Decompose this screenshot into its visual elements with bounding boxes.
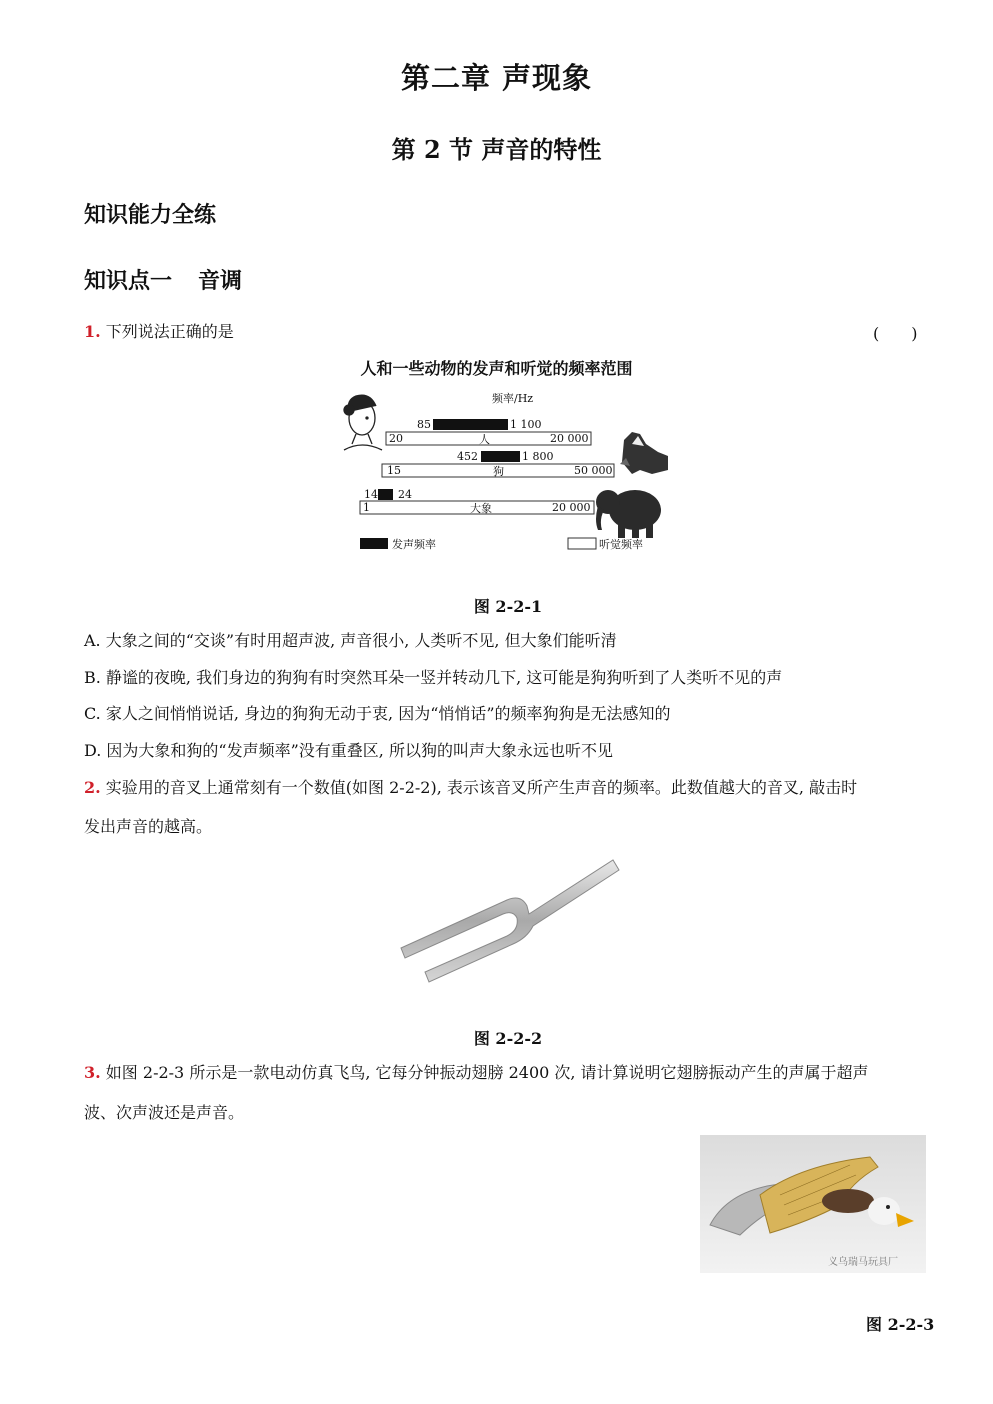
row-label: 狗 (493, 465, 504, 478)
tick-label: 85 (417, 418, 431, 431)
chart-title: 人和一些动物的发声和听觉的频率范围 (360, 359, 633, 378)
question-number: 2. (84, 778, 101, 797)
option-b: B. 静谧的夜晚, 我们身边的狗狗有时突然耳朵一竖并转动几下, 这可能是狗狗听到了人类听不见的声 (84, 668, 783, 687)
part-heading: 知识能力全练 (84, 202, 217, 228)
chart-row-dog (382, 450, 614, 478)
legend-hear-label: 听觉频率 (599, 538, 643, 551)
frequency-range-chart (340, 382, 670, 557)
tick-label: 1 800 (522, 450, 554, 463)
photo-watermark: 义乌瑞马玩具厂 (828, 1257, 898, 1268)
tick-label: 1 100 (510, 418, 542, 431)
tick-label: 24 (398, 488, 412, 501)
knowledge-point-heading (84, 264, 242, 295)
legend-voice-label: 发声频率 (392, 538, 436, 551)
tick-label: 20 000 (550, 432, 589, 445)
tick-label: 50 000 (574, 464, 613, 477)
tick-label: 20 (389, 432, 403, 445)
chart-legend (360, 537, 643, 551)
bird-toy-photo (700, 1135, 926, 1273)
figure-caption: 图 2-2-3 (866, 1315, 935, 1334)
knowledge-point-label: 知识点一 (84, 268, 173, 294)
question-text: 实验用的音叉上通常刻有一个数值(如图 2-2-2), 表示该音叉所产生声音的频率。此数值越大的音叉, 敲击时 (105, 778, 858, 797)
row-label: 大象 (470, 502, 492, 515)
question-2-line-2: 发出声音的越高。 (84, 817, 213, 836)
option-c: C. 家人之间悄悄说话, 身边的狗狗无动于衷, 因为“悄悄话”的频率狗狗是无法感知的 (84, 704, 671, 723)
elephant-illustration (596, 490, 661, 538)
option-a: A. 大象之间的“交谈”有时用超声波, 声音很小, 人类听不见, 但大象们能听清 (84, 631, 617, 650)
legend-voice-swatch (360, 538, 388, 549)
voice-bar (433, 419, 508, 430)
figure-caption: 图 2-2-2 (473, 1029, 543, 1048)
answer-parentheses: ( ) (873, 324, 918, 343)
knowledge-point-topic: 音调 (198, 268, 243, 294)
figure-caption: 图 2-2-1 (473, 597, 543, 616)
voice-bar (481, 451, 520, 462)
question-3-line-1 (84, 1062, 869, 1084)
chart-row-human (386, 418, 591, 446)
option-d: D. 因为大象和狗的“发声频率”没有重叠区, 所以狗的叫声大象永远也听不见 (84, 741, 613, 760)
voice-bar (378, 489, 393, 500)
question-1-stem (84, 321, 234, 343)
person-illustration (344, 395, 382, 450)
question-number: 1. (84, 322, 101, 341)
question-2-line-1 (84, 777, 857, 799)
chart-row-elephant (360, 488, 594, 515)
question-text: 下列说法正确的是 (105, 322, 234, 341)
tuning-fork-illustration (395, 852, 625, 992)
question-3-line-2: 波、次声波还是声音。 (84, 1103, 245, 1122)
axis-label: 频率/Hz (492, 392, 534, 405)
legend-hear-swatch (568, 538, 596, 549)
chapter-title: 第二章 声现象 (400, 61, 593, 95)
dog-illustration (620, 432, 668, 474)
question-text: 如图 2-2-3 所示是一款电动仿真飞鸟, 它每分钟振动翅膀 2400 次, 请计算说明它翅膀振动产生的声属于超声 (105, 1063, 869, 1082)
section-title: 第 2 节 声音的特性 (391, 135, 602, 164)
question-number: 3. (84, 1063, 101, 1082)
tick-label: 15 (387, 464, 401, 477)
row-label: 人 (479, 433, 490, 446)
tick-label: 14 (364, 488, 378, 501)
tick-label: 452 (457, 450, 478, 463)
tick-label: 20 000 (552, 501, 591, 514)
tick-label: 1 (363, 501, 370, 514)
